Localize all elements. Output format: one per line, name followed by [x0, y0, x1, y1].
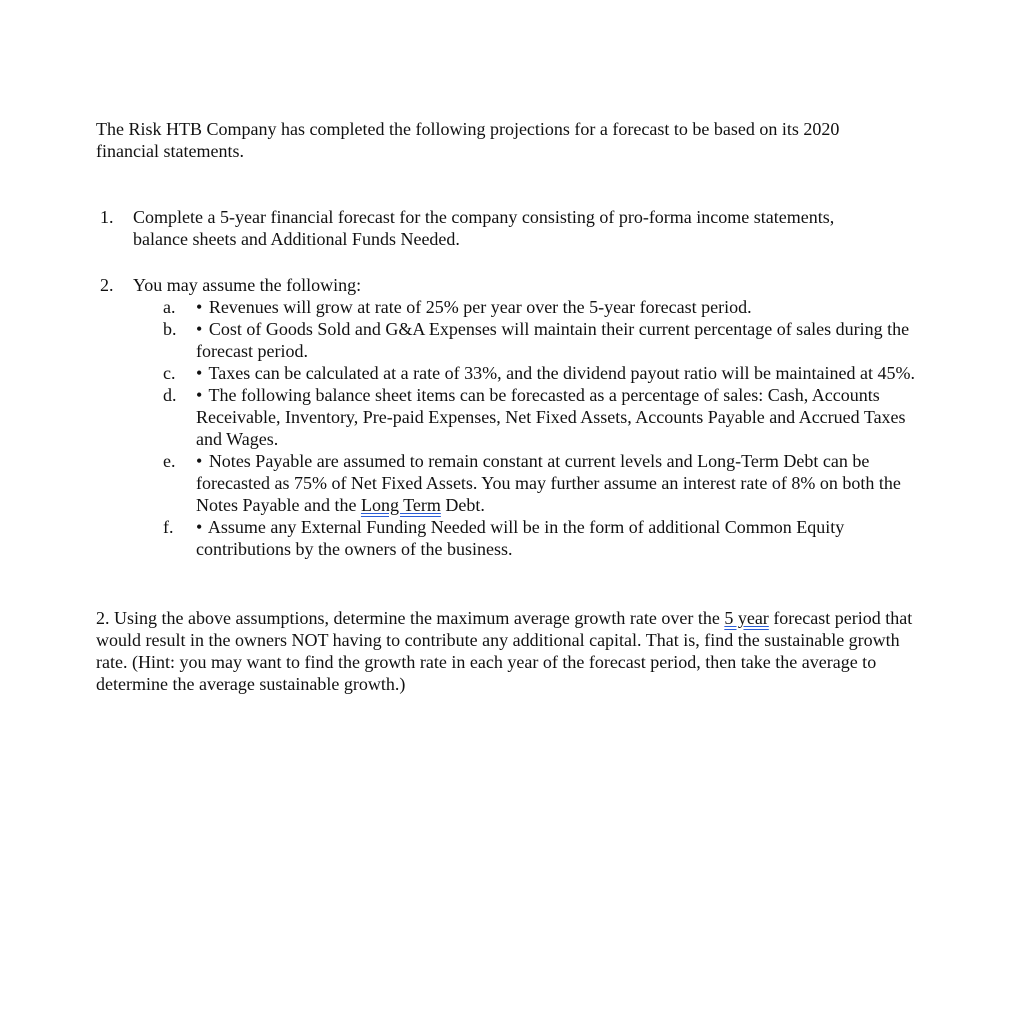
underlined-term: Long Term	[360, 495, 441, 515]
assumption-f	[163, 516, 923, 560]
assumption-letter: e.	[163, 451, 176, 471]
assumption-letter: a.	[163, 297, 176, 317]
bullet-icon: •	[196, 363, 203, 383]
assumption-c	[163, 362, 923, 384]
assumption-text-start: Notes Payable are assumed to remain constant at current levels and Long-Term Debt can be forecasted as 75% of Net Fixed Assets. You may further assume an interest rate of 8% on both the Notes Payable and the	[196, 451, 901, 515]
question-text-end: forecast period that would result in the owners NOT having to contribute any additional capital. That is, find the sustainable growth rate. (Hint: you may want to find the growth rate in each year of the forecast period, then take the average to determine the average sustainable growth.)	[96, 608, 913, 694]
assumption-text: Assume any External Funding Needed will be in the form of additional Common Equity contributions by the owners of the business.	[196, 517, 845, 559]
bullet-icon: •	[196, 297, 203, 317]
assumption-a	[163, 296, 923, 318]
assumption-letter: c.	[163, 363, 176, 383]
item-text: Complete a 5-year financial forecast for the company consisting of pro-forma income statements, balance sheets and Additional Funds Needed.	[133, 207, 835, 249]
assumption-letter: f.	[163, 517, 174, 537]
assumption-d	[163, 384, 923, 450]
numbered-item-2	[100, 274, 880, 296]
assumption-text-end: Debt.	[440, 495, 485, 515]
assumption-e	[163, 450, 923, 516]
numbered-item-1	[100, 206, 880, 250]
question-paragraph	[96, 607, 916, 695]
assumption-b	[163, 318, 923, 362]
assumption-text: Revenues will grow at rate of 25% per year over the 5-year forecast period.	[208, 297, 752, 317]
item-number: 1.	[100, 207, 114, 227]
bullet-icon: •	[196, 451, 203, 471]
question-text-start: 2. Using the above assumptions, determine the maximum average growth rate over the	[96, 608, 725, 628]
assumption-text: Cost of Goods Sold and G&A Expenses will maintain their current percentage of sales during the forecast period.	[196, 319, 910, 361]
bullet-icon: •	[196, 385, 203, 405]
intro-paragraph: The Risk HTB Company has completed the following projections for a forecast to be based on its 2020 financial statements.	[96, 119, 840, 161]
assumptions-list	[163, 296, 923, 560]
assumption-letter: d.	[163, 385, 177, 405]
bullet-icon: •	[196, 319, 203, 339]
assumption-text: The following balance sheet items can be forecasted as a percentage of sales: Cash, Accounts Receivable, Inventory, Pre-paid Expenses, Net Fixed Assets, Accounts Payable and Accrued Taxes and Wages.	[196, 385, 906, 449]
bullet-icon: •	[196, 517, 203, 537]
item-text: You may assume the following:	[133, 275, 362, 295]
item-number: 2.	[100, 275, 114, 295]
assumption-text: Taxes can be calculated at a rate of 33%, and the dividend payout ratio will be maintained at 45%.	[208, 363, 915, 383]
assumption-letter: b.	[163, 319, 177, 339]
underlined-term: 5 year	[724, 608, 769, 628]
